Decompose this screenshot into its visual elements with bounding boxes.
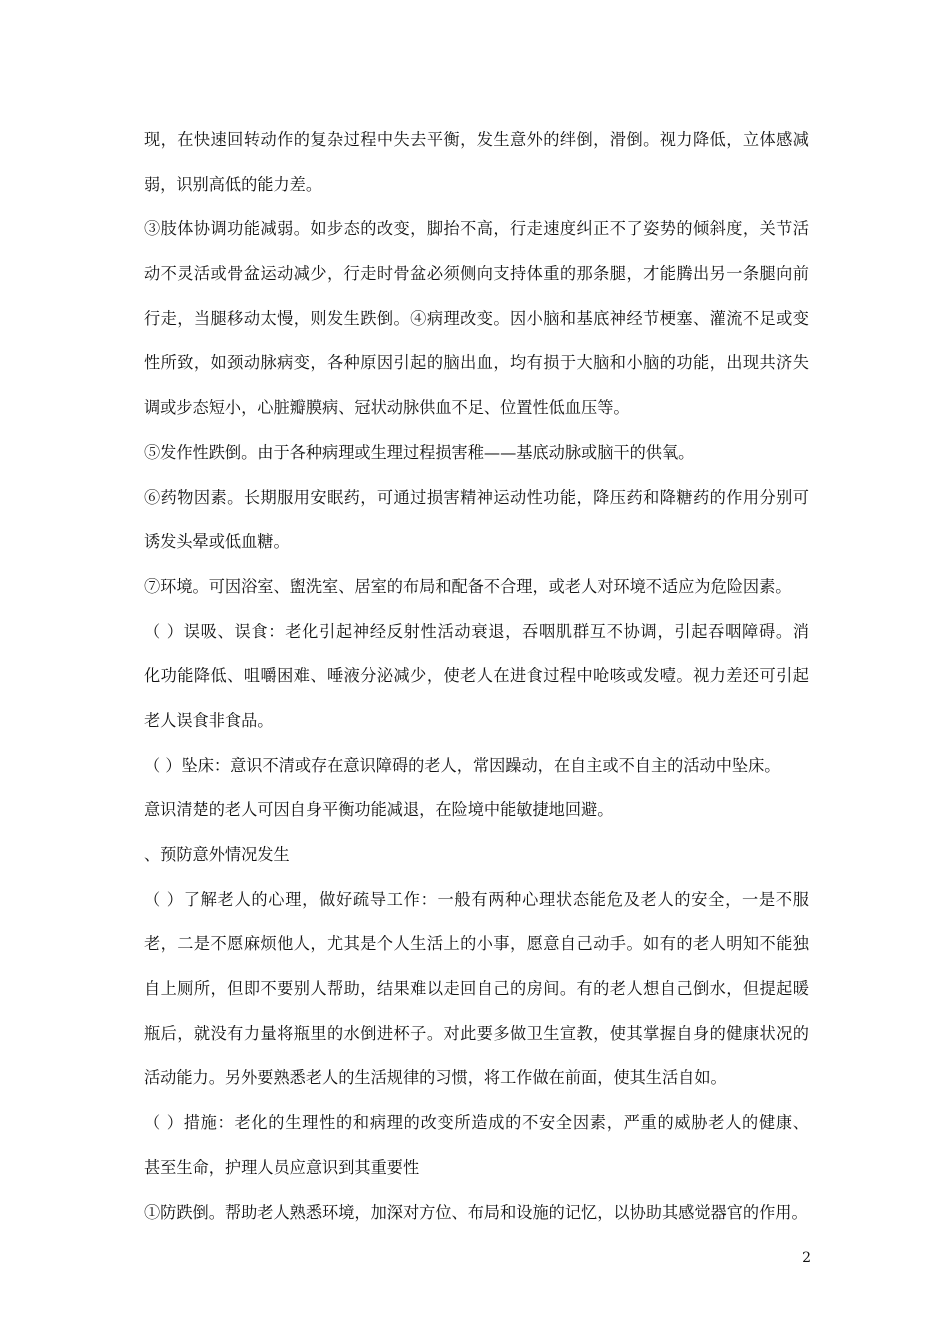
text-line: ⑥药物因素。长期服用安眠药，可通过损害精神运动性功能，降压药和降糖药的作用分别可 [144, 487, 809, 507]
text-line: 瓶后，就没有力量将瓶里的水倒进杯子。对此要多做卫生宣教，使其掌握自身的健康状况的 [144, 1023, 809, 1043]
text-line: 自上厕所，但即不要别人帮助，结果难以走回自己的房间。有的老人想自己倒水，但提起暖 [144, 979, 809, 999]
text-line: 调或步态短小，心脏瓣膜病、冠状动脉供血不足、位置性低血压等。 [144, 398, 630, 418]
body-text [144, 122, 809, 1239]
text-line: 甚至生命，护理人员应意识到其重要性 [144, 1157, 420, 1177]
text-line: （ ）了解老人的心理，做好疏导工作：一般有两种心理状态能危及老人的安全，一是不服 [144, 889, 809, 909]
text-line: 老，二是不愿麻烦他人，尤其是个人生活上的小事，愿意自己动手。如有的老人明知不能独 [144, 934, 809, 954]
page-number: 2 [802, 1250, 811, 1266]
text-line: 化功能降低、咀嚼困难、唾液分泌减少，使老人在进食过程中呛咳或发噎。视力差还可引起 [144, 666, 809, 686]
text-line: （ ）措施：老化的生理性的和病理的改变所造成的不安全因素，严重的威胁老人的健康、 [144, 1113, 809, 1133]
text-line: ⑦环境。可因浴室、盥洗室、居室的布局和配备不合理，或老人对环境不适应为危险因素。 [144, 576, 792, 596]
text-line: 老人误食非食品。 [144, 710, 274, 730]
text-line: 性所致，如颈动脉病变，各种原因引起的脑出血，均有损于大脑和小脑的功能，出现共济失 [144, 353, 809, 373]
text-line: 活动能力。另外要熟悉老人的生活规律的习惯，将工作做在前面，使其生活自如。 [144, 1068, 727, 1088]
section-heading: 、预防意外情况发生 [144, 845, 290, 864]
text-line: 动不灵活或骨盆运动减少，行走时骨盆必须侧向支持体重的那条腿，才能腾出另一条腿向前 [144, 264, 809, 284]
text-line: （ ）误吸、误食：老化引起神经反射性活动衰退，吞咽肌群互不协调，引起吞咽障碍。消 [144, 621, 809, 641]
text-line: 诱发头晕或低血糖。 [144, 532, 290, 552]
text-line: 行走，当腿移动太慢，则发生跌倒。④病理改变。因小脑和基底神经节梗塞、灌流不足或变 [144, 308, 809, 328]
text-line: 意识清楚的老人可因自身平衡功能减退，在险境中能敏捷地回避。 [144, 800, 614, 820]
text-line: 弱，识别高低的能力差。 [144, 174, 323, 194]
text-line: ①防跌倒。帮助老人熟悉环境，加深对方位、布局和设施的记忆，以协助其感觉器官的作用。 [144, 1202, 808, 1222]
text-line: ⑤发作性跌倒。由于各种病理或生理过程损害稚——基底动脉或脑干的供氧。 [144, 442, 695, 462]
text-line: ③肢体协调功能减弱。如步态的改变，脚抬不高，行走速度纠正不了姿势的倾斜度，关节活 [144, 219, 809, 239]
text-line: 现，在快速回转动作的复杂过程中失去平衡，发生意外的绊倒，滑倒。视力降低，立体感减 [144, 130, 809, 149]
text-line: （ ）坠床：意识不清或存在意识障碍的老人，常因躁动，在自主或不自主的活动中坠床。 [144, 755, 781, 775]
